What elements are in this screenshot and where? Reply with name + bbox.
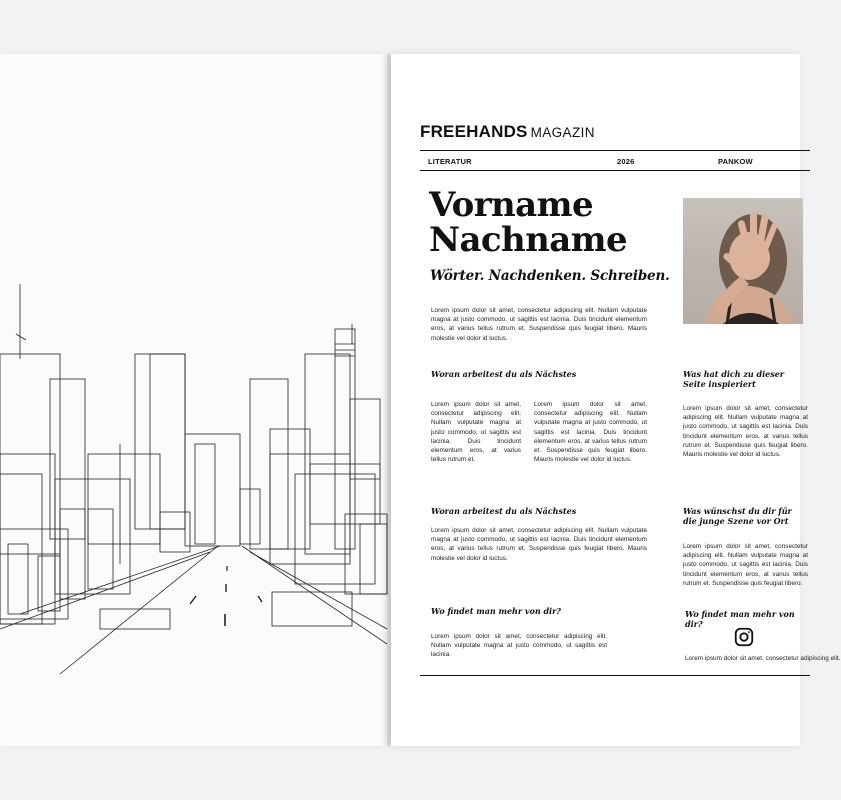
woman-hand-raised-photo-icon xyxy=(683,198,803,324)
intro-text: Lorem ipsum dolor sit amet, consectetur adipiscing elit. Nullam vulputate magna at justo commodo, ut sagittis est lacinia. Duis tincidunt elementum eros, at varius tellus rutrum et. Suspendisse quis feugiat libero. Mauris molestie vel dolor id luctus. xyxy=(431,307,647,342)
question-5-heading: Wo findet man mehr von dir? xyxy=(431,606,561,616)
question-2-heading: Was hat dich zu dieser Seite inspieriert xyxy=(683,369,785,389)
author-first-name: Vorname xyxy=(429,185,594,225)
header-rule-top xyxy=(420,150,810,151)
brand-name: FREEHANDS xyxy=(420,122,528,141)
question-3-text: Lorem ipsum dolor sit amet, consectetur adipiscing elit. Nullam vulputate magna at justo commodo, ut sagittis est lacinia. Duis tincidunt elementum eros, at varius tellus rutrum et. Suspendisse quis feugiat libero. Mauris molestie vel dolor id luctus. xyxy=(431,527,647,562)
question-4-text: Lorem ipsum dolor sit amet, consectetur adipiscing elit. Nullam vulputate magna at justo commodo, ut sagittis est lacinia. Duis tincidunt elementum eros, at varius tellus rutrum et. Suspendisse quis feugiat libero. xyxy=(683,543,808,587)
question-3-heading: Woran arbeitest du als Nächstes xyxy=(431,506,577,516)
tagline: Wörter. Nachdenken. Schreiben. xyxy=(430,268,670,284)
question-2-text: Lorem ipsum dolor sit amet, consectetur adipiscing elit. Nullam vulputate magna at justo commodo, ut sagittis est lacinia. Duis tincidunt elementum eros, at varius tellus rutrum et. Suspendisse quis feugiat libero. Mauris molestie vel dolor id luctus. xyxy=(683,405,808,459)
meta-year: 2026 xyxy=(617,157,635,166)
question-4-heading: Was wünschst du dir für die junge Szene vor Ort xyxy=(683,506,792,526)
question-1-col2: Lorem ipsum dolor sit amet, consectetur adipiscing elit. Nullam vulputate magna at justo commodo, ut sagittis est lacinia. Duis tincidunt elementum eros, at varius tellus rutrum et. Suspendisse quis feugiat libero. Mauris molestie vel dolor id luctus. xyxy=(534,401,647,464)
header-rule-bottom xyxy=(420,170,810,171)
meta-section: LITERATUR xyxy=(428,157,472,166)
brand-subtitle: MAGAZIN xyxy=(530,125,595,140)
meta-place: PANKOW xyxy=(718,157,753,166)
author-last-name: Nachname xyxy=(429,220,628,260)
question-6-heading: Wo findet man mehr von dir? xyxy=(685,609,795,629)
question-1-heading: Woran arbeitest du als Nächstes xyxy=(431,369,577,379)
author-name xyxy=(429,185,628,260)
magazine-brand xyxy=(420,122,595,142)
city-street-illustration xyxy=(0,284,387,674)
question-6-text: Lorem ipsum dolor sit amet, consectetur adipiscing elit. xyxy=(685,655,841,662)
instagram-icon[interactable] xyxy=(733,626,755,648)
question-1-col1: Lorem ipsum dolor sit amet, consectetur adipiscing elit. Nullam vulputate magna at justo commodo, ut sagittis est lacinia. Duis tincidunt elementum eros, at varius tellus rutrum et. xyxy=(431,401,521,464)
footer-rule xyxy=(420,675,810,676)
right-page xyxy=(391,54,841,746)
portrait-photo xyxy=(683,198,803,324)
question-5-text: Lorem ipsum dolor sit amet, consectetur adipiscing elit. Nullam vulputate magna at justo commodo, ut sagittis est lacinia. xyxy=(431,633,607,659)
left-page xyxy=(0,54,387,746)
